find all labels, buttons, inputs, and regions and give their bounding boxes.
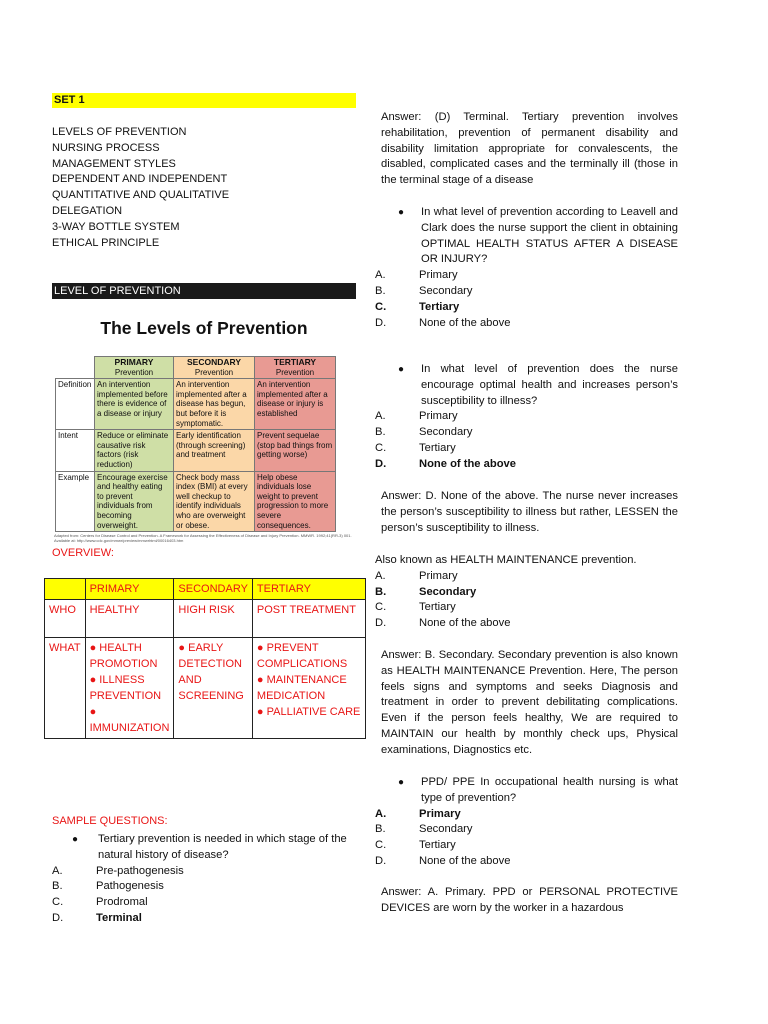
list-item: C. Tertiary <box>375 601 456 614</box>
list-item: ● EARLY DETECTION AND SCREENING <box>178 642 244 702</box>
infographic-title: The Levels of Prevention <box>100 318 308 338</box>
header-tertiary: TERTIARY Prevention <box>255 357 336 379</box>
list-item: A. Primary <box>375 807 461 820</box>
source-note: Adapted from: Centers for Disease Control and Prevention. A Framework for Assessing the Effectiveness of Disease and Injury Prevention. MMWR. 1992;41(RR-3) 001. Available at: http://www.cdc.gov/mmwr/preview/mmwrhtml/00016403.htm <box>54 533 352 543</box>
topic-item: 3-WAY BOTTLE SYSTEM <box>52 220 180 233</box>
list-item: C. Prodromal <box>52 896 148 909</box>
list-item: ● MAINTENANCE MEDICATION <box>256 674 347 702</box>
table-row: WHAT ● HEALTH PROMOTION ● ILLNESS PREVENTION ● IMMUNIZATION ● EARLY DETECTION AND SCREENING ● PREVENT COMPLICATIONS ● MAINTENANCE MEDICATION ● PALLIATIVE CARE <box>45 638 366 739</box>
table-row: PRIMARY SECONDARY TERTIARY <box>45 579 366 600</box>
question-5: ● PPD/ PPE In occupational health nursing is what type of prevention? A. Primary B. Secondary C. Tertiary D. None of the above <box>381 775 678 870</box>
bullet-icon: ● <box>397 364 405 375</box>
section-bar: LEVEL OF PREVENTION <box>52 283 356 299</box>
list-item: B. Secondary <box>375 585 477 598</box>
list-item: D. Terminal <box>52 911 142 924</box>
bullet-icon: ● <box>397 207 405 218</box>
overview-table <box>44 578 366 739</box>
header-secondary: SECONDARY Prevention <box>174 357 255 379</box>
topic-list <box>52 125 356 251</box>
levels-table <box>55 356 336 532</box>
list-item: B. Secondary <box>375 426 473 439</box>
topic-item: NURSING PROCESS <box>52 141 160 154</box>
topic-item: DELEGATION <box>52 204 123 217</box>
bullet-icon: ● <box>71 834 79 845</box>
topic-item: LEVELS OF PREVENTION <box>52 126 187 138</box>
table-row: WHO HEALTHY HIGH RISK POST TREATMENT <box>45 600 366 638</box>
question-3: ● In what level of prevention does the nurse encourage optimal health and increases person’s susceptibility to illness? A. Primary B. Secondary C. Tertiary D. None of the above <box>381 362 678 473</box>
list-item: ● ILLNESS PREVENTION <box>89 674 162 702</box>
list-item: A. Primary <box>375 410 458 423</box>
list-item: B. Secondary <box>375 284 473 297</box>
table-row: Definition An intervention implemented before there is evidence of a disease or injury An intervention implemented after a disease has begun, but before it is symptomatic. An intervention implemented after a disease or injury is established <box>56 379 336 430</box>
list-item: D. None of the above <box>375 316 511 329</box>
list-item: ● PREVENT COMPLICATIONS <box>256 642 348 670</box>
question-2: ● In what level of prevention according to Leavell and Clark does the nurse support the client in obtaining OPTIMAL HEALTH STATUS AFTER A DISEASE OR INJURY? A. Primary B. Secondary C. Tertiary D. None of the above <box>381 205 678 331</box>
answer-5: Answer: A. Primary. PPD or PERSONAL PROTECTIVE DEVICES are worn by the worker in a hazardous <box>381 886 678 914</box>
list-item: ● HEALTH PROMOTION <box>89 642 158 670</box>
list-item: C. Tertiary <box>375 300 460 313</box>
list-item: A. Pre-pathogenesis <box>52 864 184 877</box>
list-item: D. None of the above <box>375 617 511 630</box>
list-item: A. Primary <box>375 569 458 582</box>
topic-item: ETHICAL PRINCIPLE <box>52 236 160 249</box>
topic-item: MANAGEMENT STYLES <box>52 157 176 170</box>
answer-4: Answer: B. Secondary. Secondary prevention is also known as HEALTH MAINTENANCE Prevention. Here, The person feels signs and symptoms and seeks Diagnosis and treatment in order to prevent debilitating complications. Even if the person feels healthy, We are required to MAINTAIN our health by monthly check ups, Physical examinations, Diagnostics etc. <box>381 649 678 756</box>
topic-item: DEPENDENT AND INDEPENDENT <box>52 173 228 186</box>
table-row: Example Encourage exercise and healthy eating to prevent individuals from becoming overweight. Check body mass index (BMI) at every well checkup to identify individuals who are overweight or obese. Help obese individuals lose weight to prevent progression to more severe consequences. <box>56 471 336 532</box>
list-item: ● IMMUNIZATION <box>89 706 170 734</box>
set-title: SET 1 <box>52 93 356 108</box>
levels-infographic <box>54 304 354 536</box>
list-item: C. Tertiary <box>375 839 456 852</box>
topic-item: QUANTITATIVE AND QUALITATIVE <box>52 189 230 202</box>
overview-label: OVERVIEW: <box>52 547 114 559</box>
list-item: C. Tertiary <box>375 441 456 454</box>
list-item: D. None of the above <box>375 854 511 867</box>
question-text: Tertiary prevention is needed in which stage of the natural history of disease? <box>98 833 347 861</box>
list-item: D. None of the above <box>375 457 516 470</box>
table-row: Intent Reduce or eliminate causative risk factors (risk reduction) Early identification (through screening) and treatment Prevent sequelae (stop bad things from getting worse) <box>56 430 336 471</box>
header-primary: PRIMARY Prevention <box>95 357 174 379</box>
answer-1: Answer: (D) Terminal. Tertiary prevention involves rehabilitation, prevention of permanent disability and disability limitation appropriate for convalescents, the disabled, complicated cases and the terminally ill (those in the terminal stage of a disease <box>381 111 678 187</box>
list-item: B. Pathogenesis <box>52 880 164 893</box>
list-item: B. Secondary <box>375 823 473 836</box>
answer-3: Answer: D. None of the above. The nurse never increases the person’s susceptibility to illness but rather, LESSEN the person’s susceptibility to illness. <box>381 490 678 534</box>
sample-questions-label: SAMPLE QUESTIONS: <box>52 815 168 827</box>
question-4: Also known as HEALTH MAINTENANCE prevention. A. Primary B. Secondary C. Tertiary D. None of the above <box>375 553 678 632</box>
bullet-icon: ● <box>397 777 405 788</box>
question-1 <box>52 832 356 927</box>
list-item: A. Primary <box>375 269 458 282</box>
list-item: ● PALLIATIVE CARE <box>256 706 361 718</box>
